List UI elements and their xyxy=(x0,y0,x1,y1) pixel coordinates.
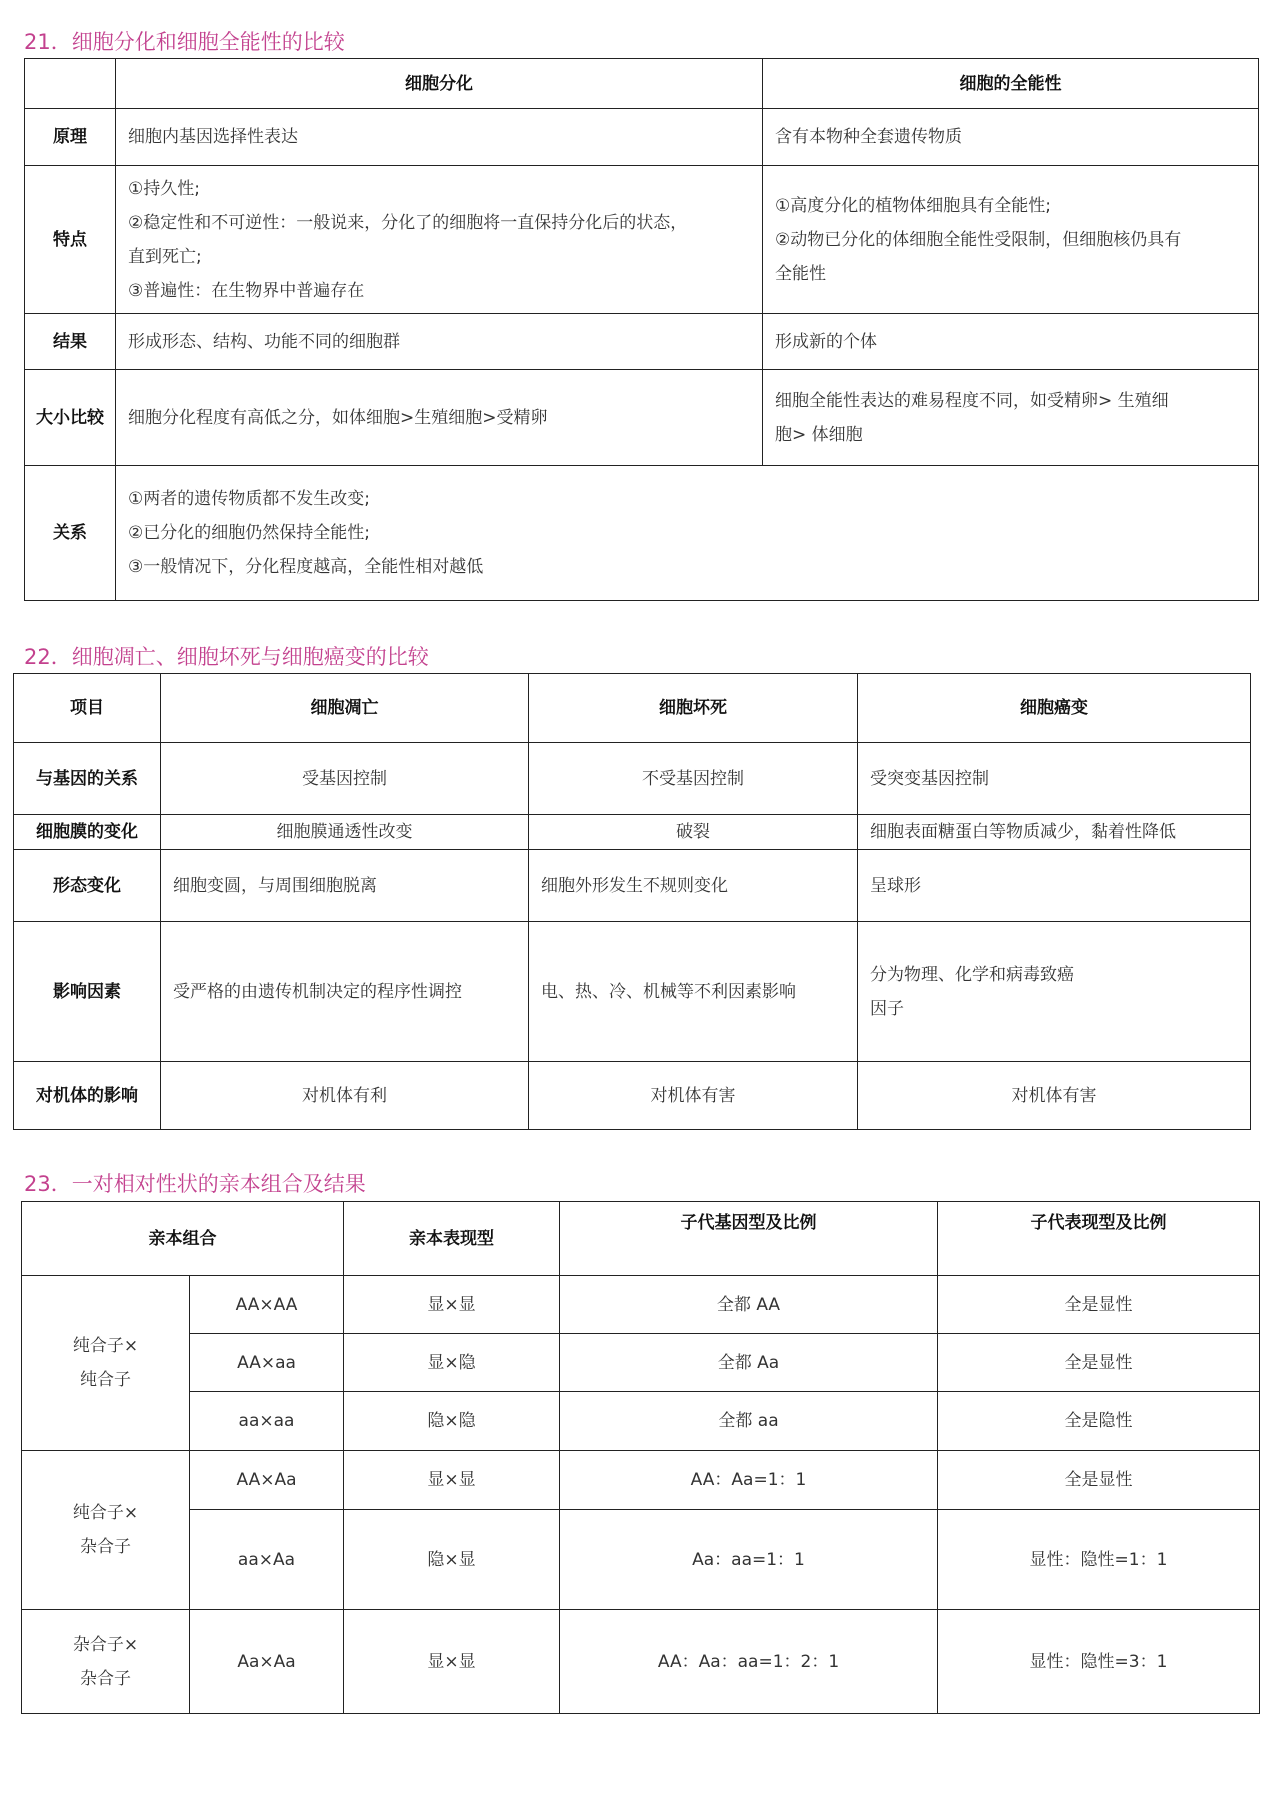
header-cell: 子代表现型及比例 xyxy=(938,1202,1260,1276)
table-cell: 受严格的由遗传机制决定的程序性调控 xyxy=(161,922,529,1062)
table-cell: 细胞内基因选择性表达 xyxy=(116,109,763,166)
table-cell: 全都 Aa xyxy=(560,1334,938,1392)
cell-line: 直到死亡; xyxy=(128,246,202,267)
table-cell: 显×显 xyxy=(344,1451,560,1510)
table-cell: 全都 aa xyxy=(560,1392,938,1451)
table-row xyxy=(22,1451,1260,1510)
table-cell: 细胞外形发生不规则变化 xyxy=(529,850,858,922)
table-row xyxy=(25,166,1259,314)
table-row xyxy=(25,314,1259,370)
table-cell: AA×Aa xyxy=(190,1451,344,1510)
table-cell: 对机体有利 xyxy=(161,1062,529,1130)
table-cell: 细胞膜通透性改变 xyxy=(161,815,529,850)
row-label: 特点 xyxy=(25,166,116,314)
cell-line: ①持久性; xyxy=(128,178,200,199)
table-cell xyxy=(763,370,1259,466)
table-cell: 全是显性 xyxy=(938,1276,1260,1334)
table-cell: 受突变基因控制 xyxy=(858,743,1251,815)
table-cell xyxy=(763,166,1259,314)
table-cell: aa×aa xyxy=(190,1392,344,1451)
table-cell: AA：Aa=1：1 xyxy=(560,1451,938,1510)
table-cell: 含有本物种全套遗传物质 xyxy=(763,109,1259,166)
table-cell: 呈球形 xyxy=(858,850,1251,922)
table-header-row xyxy=(22,1202,1260,1276)
table-cell: 全都 AA xyxy=(560,1276,938,1334)
cell-line: 胞> 体细胞 xyxy=(775,424,863,445)
table-cell: 形成形态、结构、功能不同的细胞群 xyxy=(116,314,763,370)
table-cell: 形成新的个体 xyxy=(763,314,1259,370)
table-cell: Aa×Aa xyxy=(190,1610,344,1714)
header-cell: 细胞癌变 xyxy=(858,674,1251,743)
table-row xyxy=(25,466,1259,601)
table-cell: aa×Aa xyxy=(190,1510,344,1610)
table-cell: 破裂 xyxy=(529,815,858,850)
table-cell xyxy=(858,922,1251,1062)
section-21-title: 21．细胞分化和细胞全能性的比较 xyxy=(24,30,345,54)
table-cell: 对机体有害 xyxy=(858,1062,1251,1130)
table-row xyxy=(14,922,1251,1062)
cell-line: 纯合子× xyxy=(72,1336,139,1356)
table-cell: AA×AA xyxy=(190,1276,344,1334)
cell-line: 杂合子 xyxy=(80,1537,131,1557)
row-label: 大小比较 xyxy=(25,370,116,466)
table-header-row xyxy=(14,674,1251,743)
header-cell: 细胞分化 xyxy=(116,59,763,109)
table-cell: 显性：隐性=1：1 xyxy=(938,1510,1260,1610)
table-row xyxy=(22,1392,1260,1451)
table-cell: 受基因控制 xyxy=(161,743,529,815)
table-cell: 细胞分化程度有高低之分，如体细胞>生殖细胞>受精卵 xyxy=(116,370,763,466)
cell-line: 杂合子 xyxy=(80,1668,131,1689)
table-cell: 显性：隐性=3：1 xyxy=(938,1610,1260,1714)
cell-line: ②已分化的细胞仍然保持全能性; xyxy=(128,523,370,543)
cell-line: ②动物已分化的体细胞全能性受限制，但细胞核仍具有 xyxy=(775,229,1182,250)
row-label: 关系 xyxy=(25,466,116,601)
table-row xyxy=(25,370,1259,466)
table-cell: 显×显 xyxy=(344,1610,560,1714)
header-cell: 亲本表现型 xyxy=(344,1202,560,1276)
row-label: 形态变化 xyxy=(14,850,161,922)
table-cell: 隐×显 xyxy=(344,1510,560,1610)
table-cell: 对机体有害 xyxy=(529,1062,858,1130)
row-label: 与基因的关系 xyxy=(14,743,161,815)
cell-line: 全能性 xyxy=(775,263,826,284)
table-cell: 全是显性 xyxy=(938,1451,1260,1510)
table-cell xyxy=(116,166,763,314)
cell-line: 纯合子 xyxy=(80,1370,131,1390)
header-cell: 项目 xyxy=(14,674,161,743)
cell-line: 分为物理、化学和病毒致癌 xyxy=(870,964,1074,985)
table-differentiation-vs-totipotency xyxy=(24,58,1259,601)
cell-line: ③一般情况下，分化程度越高，全能性相对越低 xyxy=(128,557,484,577)
table-row xyxy=(14,743,1251,815)
table-cell: 不受基因控制 xyxy=(529,743,858,815)
table-row xyxy=(14,1062,1251,1130)
table-cell: 全是显性 xyxy=(938,1334,1260,1392)
table-parental-crosses xyxy=(21,1201,1260,1714)
table-cell: 显×显 xyxy=(344,1276,560,1334)
table-cell xyxy=(116,466,1259,601)
table-cell: AA×aa xyxy=(190,1334,344,1392)
table-row xyxy=(22,1276,1260,1334)
table-row xyxy=(14,850,1251,922)
header-cell-empty xyxy=(25,59,116,109)
cell-line: 因子 xyxy=(870,998,904,1019)
header-cell: 细胞凋亡 xyxy=(161,674,529,743)
header-cell: 子代基因型及比例 xyxy=(560,1202,938,1276)
table-cell: AA：Aa：aa=1：2：1 xyxy=(560,1610,938,1714)
cell-line: ③普遍性：在生物界中普遍存在 xyxy=(128,280,365,301)
group-label xyxy=(22,1610,190,1714)
cell-line: 细胞全能性表达的难易程度不同，如受精卵> 生殖细 xyxy=(775,390,1169,411)
cell-line: ①高度分化的植物体细胞具有全能性; xyxy=(775,195,1051,216)
table-row xyxy=(14,815,1251,850)
cell-line: 纯合子× xyxy=(72,1503,139,1523)
cell-line: ②稳定性和不可逆性：一般说来，分化了的细胞将一直保持分化后的状态， xyxy=(128,212,688,233)
header-cell: 细胞坏死 xyxy=(529,674,858,743)
row-label: 原理 xyxy=(25,109,116,166)
table-cell: 全是隐性 xyxy=(938,1392,1260,1451)
cell-line: 杂合子× xyxy=(72,1634,139,1655)
table-cell: 细胞变圆，与周围细胞脱离 xyxy=(161,850,529,922)
table-apoptosis-necrosis-cancer xyxy=(13,673,1251,1130)
row-label: 结果 xyxy=(25,314,116,370)
row-label: 细胞膜的变化 xyxy=(14,815,161,850)
table-cell: 隐×隐 xyxy=(344,1392,560,1451)
table-cell: Aa：aa=1：1 xyxy=(560,1510,938,1610)
group-label xyxy=(22,1451,190,1610)
group-label xyxy=(22,1276,190,1451)
table-header-row xyxy=(25,59,1259,109)
row-label: 对机体的影响 xyxy=(14,1062,161,1130)
header-cell: 亲本组合 xyxy=(22,1202,344,1276)
section-23-title: 23．一对相对性状的亲本组合及结果 xyxy=(24,1172,366,1196)
table-cell: 电、热、冷、机械等不利因素影响 xyxy=(529,922,858,1062)
table-row xyxy=(22,1334,1260,1392)
section-22-title: 22．细胞凋亡、细胞坏死与细胞癌变的比较 xyxy=(24,645,429,669)
table-row xyxy=(22,1610,1260,1714)
table-row xyxy=(22,1510,1260,1610)
table-cell: 细胞表面糖蛋白等物质减少，黏着性降低 xyxy=(858,815,1251,850)
table-row xyxy=(25,109,1259,166)
row-label: 影响因素 xyxy=(14,922,161,1062)
cell-line: ①两者的遗传物质都不发生改变; xyxy=(128,489,370,509)
table-cell: 显×隐 xyxy=(344,1334,560,1392)
header-cell: 细胞的全能性 xyxy=(763,59,1259,109)
